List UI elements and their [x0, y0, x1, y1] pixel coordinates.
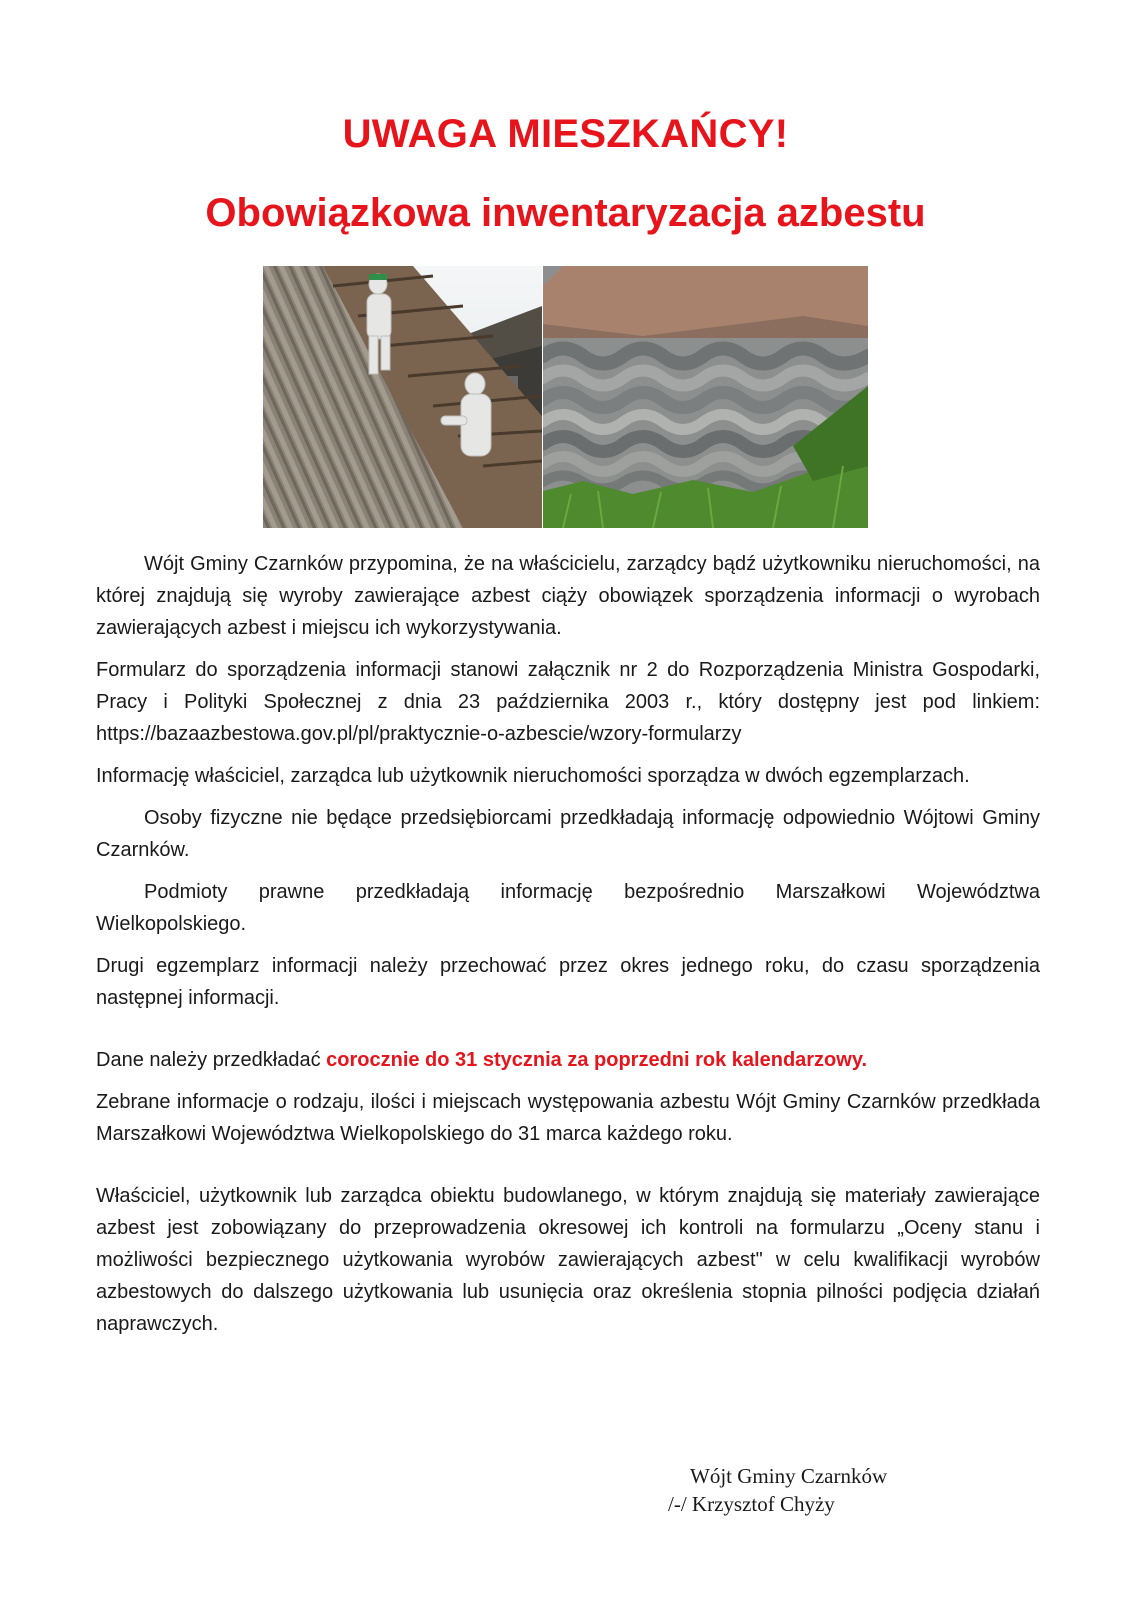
signature-title: Wójt Gminy Czarnków: [690, 1464, 888, 1488]
deadline-intro: Dane należy przedkładać: [96, 1049, 327, 1071]
paragraph-legal-entities: Podmioty prawne przedkładają informację bezpośrednio Marszałkowi Województwa Wielkopolskiego.: [96, 881, 1040, 935]
signature-name: /-/ Krzysztof Chyży: [668, 1492, 835, 1516]
paragraph-individuals: Osoby fizyczne nie będące przedsiębiorcami przedkładają informację odpowiednio Wójtowi Gminy Czarnków.: [96, 807, 1040, 861]
asbestos-sheets-photo: [543, 266, 868, 528]
paragraph-form-link: Formularz do sporządzenia informacji stanowi załącznik nr 2 do Rozporządzenia Ministra Gospodarki, Pracy i Polityki Społecznej z dnia 23 października 2003 r., który dostępny jest pod linkiem: https://bazaazbestowa.gov.pl/pl/praktycznie-o-azbescie/wzory-formularzy: [96, 659, 1040, 745]
roof-workers-photo: [263, 266, 542, 528]
paragraph-second-copy: Drugi egzemplarz informacji należy przechować przez okres jednego roku, do czasu sporządzenia następnej informacji.: [96, 955, 1040, 1009]
paragraph-deadline: [96, 1044, 1040, 1076]
photo-strip: [263, 266, 868, 528]
paragraph-marshal-report: Zebrane informacje o rodzaju, ilości i miejscach występowania azbestu Wójt Gminy Czarnków przedkłada Marszałkowi Województwa Wielkopolskiego do 31 marca każdego roku.: [96, 1091, 1040, 1145]
page-subtitle: Obowiązkowa inwentaryzacja azbestu: [205, 191, 926, 235]
notice-body: [96, 548, 1040, 1350]
paragraph-copies: Informację właściciel, zarządca lub użytkownik nieruchomości sporządza w dwóch egzemplarzach.: [96, 765, 970, 787]
paragraph-obligation: Wójt Gminy Czarnków przypomina, że na właścicielu, zarządcy bądź użytkowniku nieruchomości, na której znajdują się wyroby zawierające azbest ciąży obowiązek sporządzenia informacji o wyrobach zawierających azbest i miejscu ich wykorzystywania.: [96, 553, 1040, 639]
deadline-highlight: corocznie do 31 stycznia za poprzedni rok kalendarzowy: [326, 1049, 862, 1071]
deadline-period: .: [861, 1049, 868, 1071]
signature-block: [668, 1462, 887, 1518]
paragraph-inspection: Właściciel, użytkownik lub zarządca obiektu budowlanego, w którym znajdują się materiały zawierające azbest jest zobowiązany do przeprowadzenia okresowej ich kontroli na formularzu „Oceny stanu i możliwości bezpiecznego użytkowania wyrobów zawierających azbest" w celu kwalifikacji wyrobów azbestowych do dalszego użytkowania lub usunięcia oraz określenia stopnia pilności podjęcia działań naprawczych.: [96, 1185, 1040, 1335]
page-title: UWAGA MIESZKAŃCY!: [342, 112, 789, 156]
